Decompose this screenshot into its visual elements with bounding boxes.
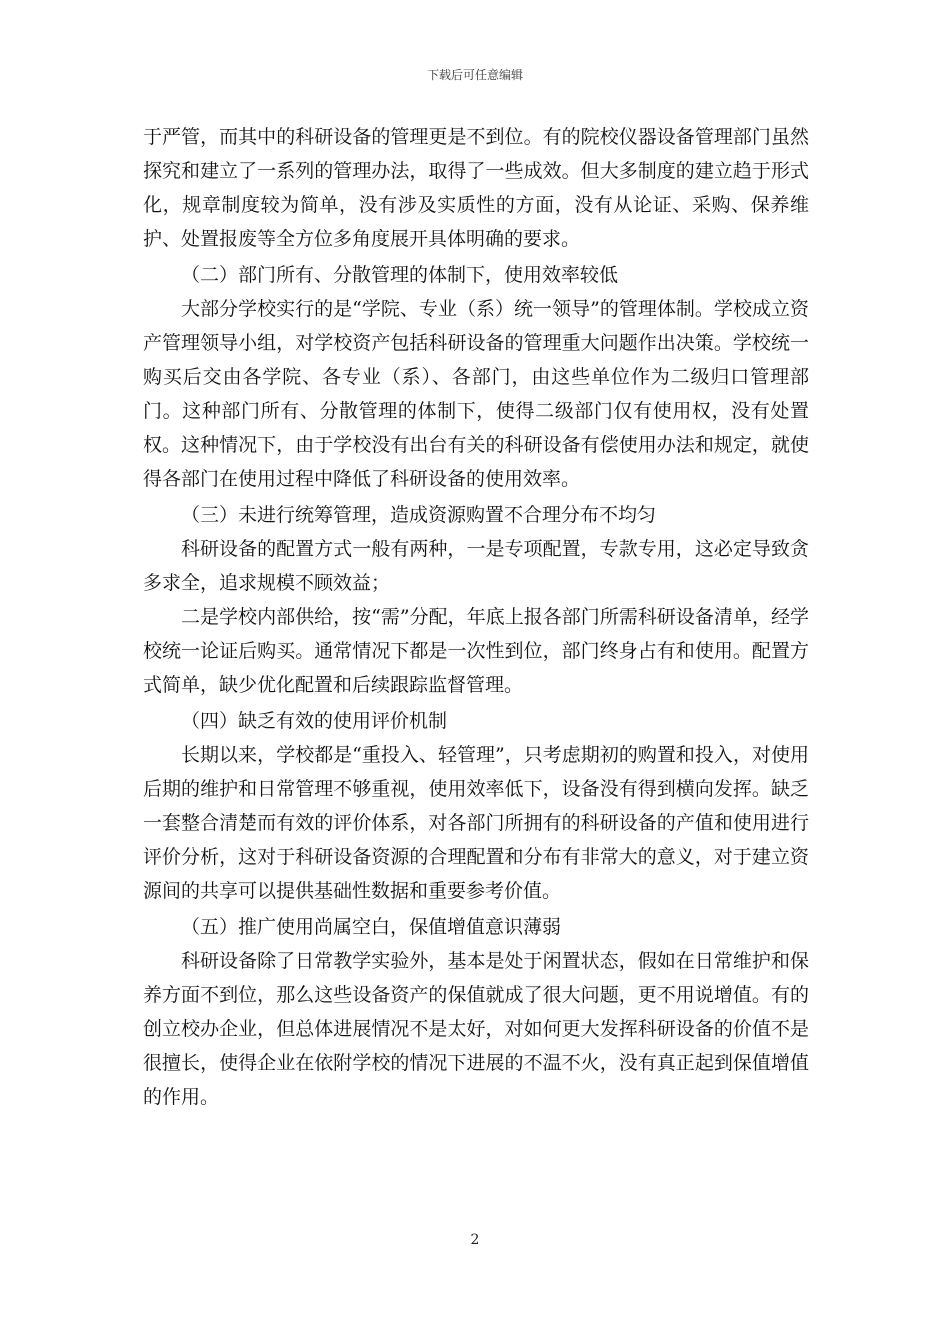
page-header-note: 下载后可任意编辑 — [426, 68, 523, 82]
paragraph: 科研设备除了日常教学实验外，基本是处于闲置状态，假如在日常维护和保养方面不到位，那么这些设备资产的保值就成了很大问题，更不用说增值。有的创立校办企业，但总体进展情况不是太好，对如何更大发挥科研设备的价值不是很擅长，使得企业在依附学校的情况下进展的不温不火，没有真正起到保值增值的作用。 — [143, 950, 809, 1108]
section-heading-4: （四）缺乏有效的使用评价机制 — [181, 710, 448, 732]
document-body — [143, 120, 809, 1114]
paragraph: 长期以来，学校都是“重投入、轻管理”，只考虑期初的购置和投入，对使用后期的维护和日常管理不够重视，使用效率低下，设备没有得到横向发挥。缺乏一套整合清楚而有效的评价体系，对各部门所拥有的科研设备的产值和使用进行评价分析，这对于科研设备资源的合理配置和分布有非常大的意义，对于建立资源间的共享可以提供基础性数据和重要参考价值。 — [143, 744, 809, 902]
paragraph: 科研设备的配置方式一般有两种，一是专项配置，专款专用，这必定导致贪多求全，追求规模不顾效益； — [143, 538, 809, 594]
paragraph-continued: 于严管，而其中的科研设备的管理更是不到位。有的院校仪器设备管理部门虽然探究和建立了一系列的管理办法，取得了一些成效。但大多制度的建立趋于形式化，规章制度较为简单，没有涉及实质性的方面，没有从论证、采购、保养维护、处置报废等全方位多角度展开具体明确的要求。 — [143, 126, 809, 250]
section-heading-2: （二）部门所有、分散管理的体制下，使用效率较低 — [181, 264, 619, 286]
page-number: 2 — [470, 1232, 480, 1248]
section-heading-5: （五）推广使用尚属空白，保值增值意识薄弱 — [181, 916, 562, 938]
paragraph: 二是学校内部供给，按“需”分配，年底上报各部门所需科研设备清单，经学校统一论证后购买。通常情况下都是一次性到位，部门终身占有和使用。配置方式简单，缺少优化配置和后续跟踪监督管理。 — [143, 606, 809, 696]
paragraph: 大部分学校实行的是“学院、专业（系）统一领导”的管理体制。学校成立资产管理领导小组，对学校资产包括科研设备的管理重大问题作出决策。学校统一购买后交由各学院、各专业（系）、各部门，由这些单位作为二级归口管理部门。这种部门所有、分散管理的体制下，使得二级部门仅有使用权，没有处置权。这种情况下，由于学校没有出台有关的科研设备有偿使用办法和规定，就使得各部门在使用过程中降低了科研设备的使用效率。 — [143, 298, 809, 490]
section-heading-3: （三）未进行统筹管理，造成资源购置不合理分布不均匀 — [181, 504, 657, 526]
